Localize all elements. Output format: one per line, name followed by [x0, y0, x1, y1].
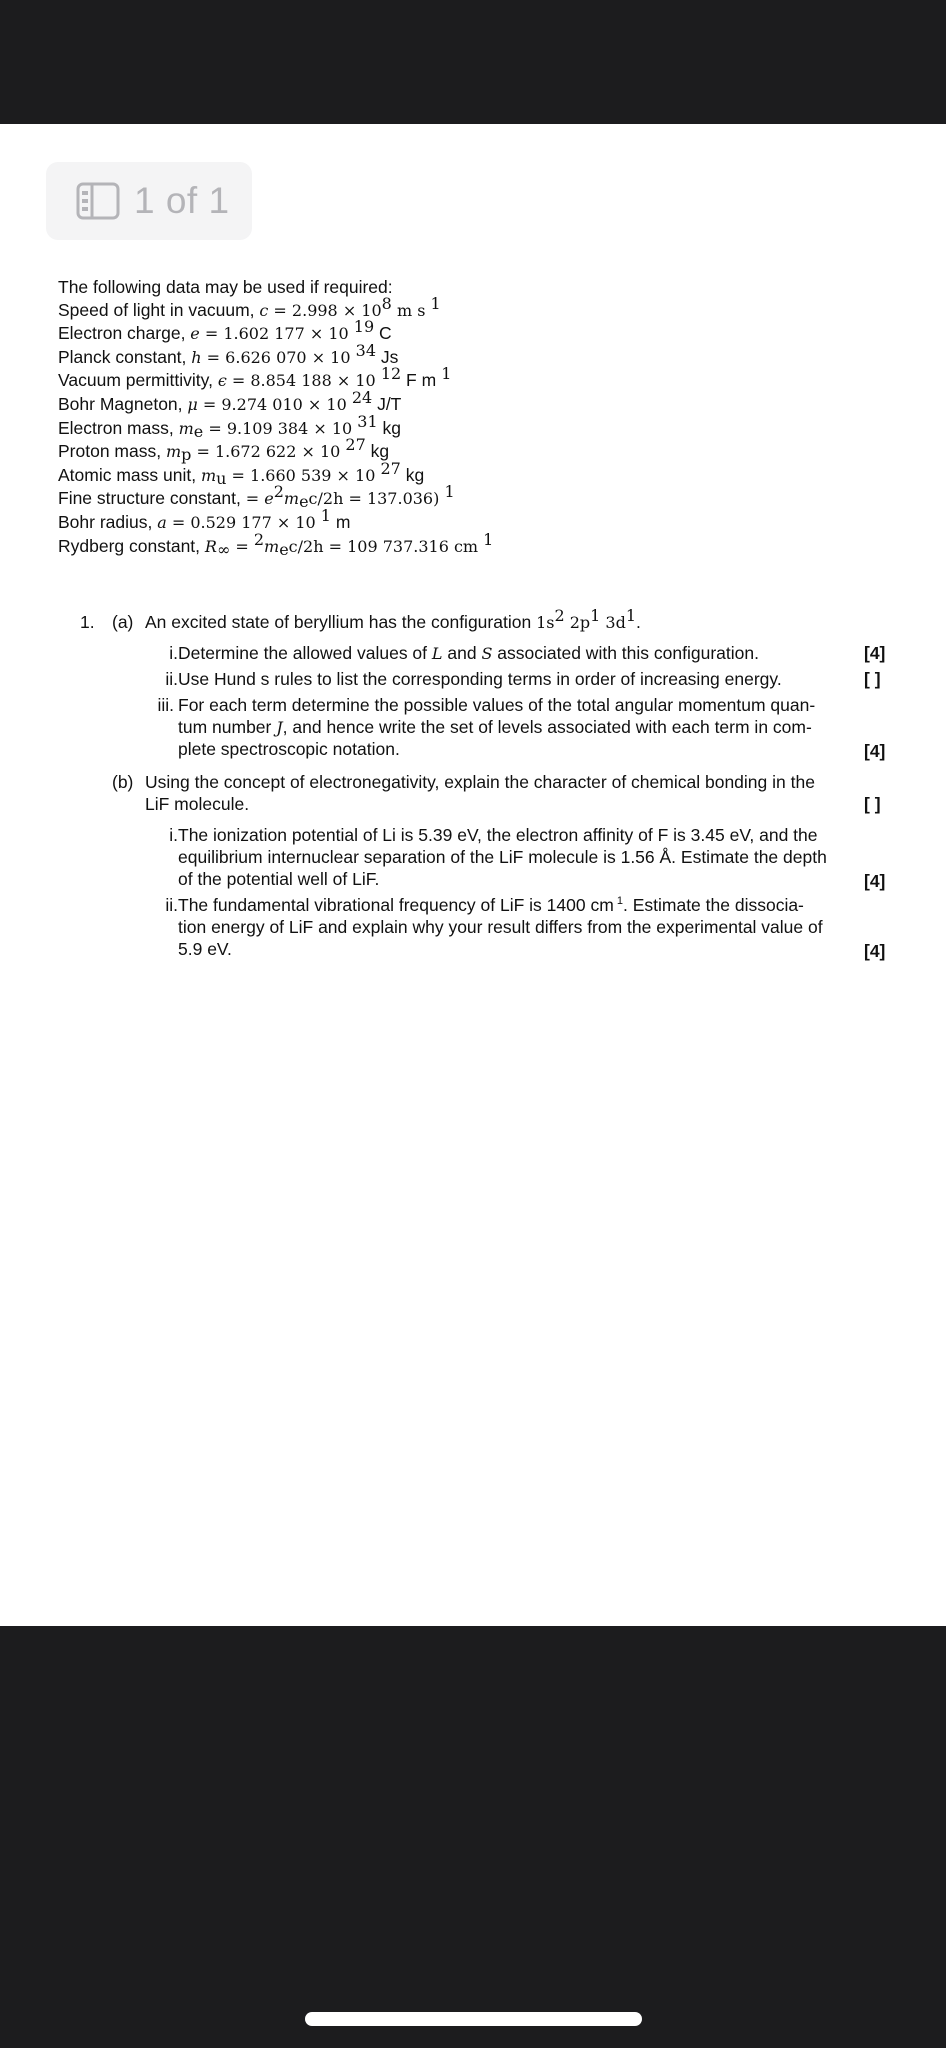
constant-fine-structure: Fine structure constant, = $e^2m_ec/2h = 137.036$) $^1$	[58, 482, 455, 512]
part-b-line1: Using the concept of electronegativity, explain the character of chemical bonding in the	[145, 772, 815, 792]
constant-electron-charge: Electron charge, e = 1.602 177 × 10 $^{19}$ C	[58, 317, 392, 344]
part-b-i-mark: [4]	[864, 871, 886, 891]
part-a-ii-number: ii.	[165, 669, 178, 689]
constant-proton-mass: Proton mass, $m_p = 1.672$ 622 × 10 $^{27}$ kg	[58, 435, 390, 465]
constant-rydberg: Rydberg constant, $R_\infty = ^2m_ec/2h = 109$ 737.316 cm $^1$	[58, 529, 494, 559]
constant-speed-of-light: Speed of light in vacuum, $c = 2.998 \times 10^8$ m s $^1$	[58, 293, 441, 320]
bottom-bar	[0, 1626, 946, 2048]
part-a-iii-line3: plete spectroscopic notation.	[178, 739, 400, 759]
part-b-ii-mark: [4]	[864, 941, 886, 961]
sidebar-icon	[76, 182, 120, 220]
constants-intro: The following data may be used if required:	[58, 277, 393, 297]
status-bar	[0, 0, 946, 124]
constant-bohr-radius: Bohr radius, a = 0.529 177 × 10 $^1$ m	[58, 505, 351, 532]
part-a-iii-mark: [4]	[864, 741, 886, 761]
part-b-ii-line1: The fundamental vibrational frequency of LiF is 1400 cm $^1$. Estimate the dissocia-	[178, 895, 804, 915]
part-b-ii-line2: tion energy of LiF and explain why your result differs from the experimental value of	[178, 917, 823, 937]
constant-atomic-mass-unit: Atomic mass unit, $m_u = 1.660$ 539 × 10 $^{27}$ kg	[58, 458, 425, 488]
page-indicator[interactable]	[46, 162, 252, 240]
part-b-mark: [ ]	[864, 794, 881, 814]
page-indicator-label: 1 of 1	[134, 180, 230, 221]
constants-list	[58, 276, 493, 558]
home-indicator[interactable]	[305, 2012, 642, 2026]
part-b-label: (b)	[112, 772, 134, 792]
constant-planck: Planck constant, h = 6.626 070 × 10 $^{34}$ Js	[58, 340, 399, 367]
part-b-ii-line3: 5.9 eV.	[178, 939, 232, 959]
document-page	[0, 124, 946, 1626]
part-a-iii-number: iii.	[157, 695, 174, 715]
part-b-i-line1: The ionization potential of Li is 5.39 eV, the electron affinity of F is 3.45 eV, and the	[178, 825, 818, 845]
question-number: 1.	[80, 612, 95, 632]
part-a-ii-text: Use Hund s rules to list the corresponding terms in order of increasing energy.	[178, 669, 782, 689]
part-b-ii-number: ii.	[165, 895, 178, 915]
part-b-i-line3: of the potential well of LiF.	[178, 869, 380, 889]
part-a-iii-line1: For each term determine the possible values of the total angular momentum quan-	[178, 695, 816, 715]
constant-vacuum-permittivity: Vacuum permittivity, ϵ = 8.854 188 × 10 $^{12}$ F m $^1$	[58, 364, 452, 391]
part-a-ii-mark: [ ]	[864, 669, 881, 689]
part-b-line2: LiF molecule.	[145, 794, 250, 814]
part-a-i-mark: [4]	[864, 643, 886, 663]
part-a-iii-line2: tum number J, and hence write the set of levels associated with each term in com-	[178, 717, 812, 737]
part-b-i-line2: equilibrium internuclear separation of the LiF molecule is 1.56 Å. Estimate the depth	[178, 847, 827, 867]
constant-electron-mass: Electron mass, $m_e = 9.109$ 384 × 10 $^{31}$ kg	[58, 411, 402, 441]
part-a-i-number: i.	[169, 643, 178, 663]
constant-bohr-magneton: Bohr Magneton, μ = 9.274 010 × 10 $^{24}$ J/T	[58, 387, 402, 414]
part-a-i-text: Determine the allowed values of L and S associated with this configuration.	[178, 643, 759, 663]
part-a-label: (a)	[112, 612, 134, 632]
part-b-i-number: i.	[169, 825, 178, 845]
part-a-text: An excited state of beryllium has the configuration $1s^2$ $2p^1$ $3d^1$.	[145, 606, 641, 632]
